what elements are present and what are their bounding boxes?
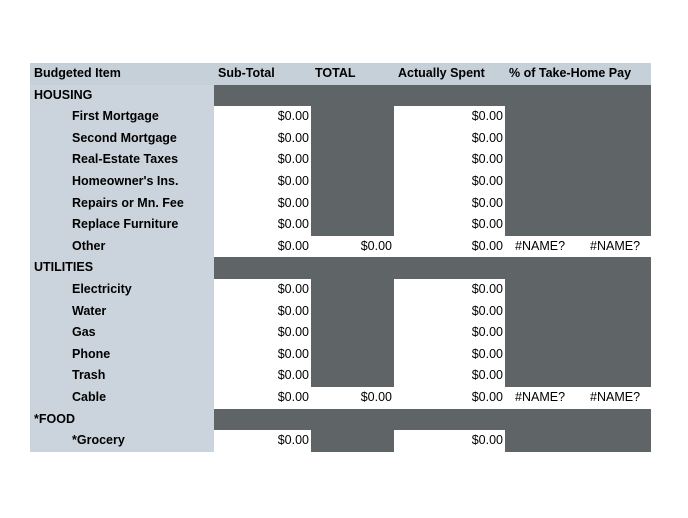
item-label[interactable]: Repairs or Mn. Fee: [30, 193, 214, 215]
item-label[interactable]: Gas: [30, 322, 214, 344]
total-cell[interactable]: [311, 106, 394, 128]
pct-cell[interactable]: [505, 344, 578, 366]
subtotal-cell[interactable]: $0.00: [214, 128, 311, 150]
actual-cell[interactable]: $0.00: [394, 387, 505, 409]
pct-cell[interactable]: [578, 322, 651, 344]
pct-cell[interactable]: [578, 279, 651, 301]
table-row: [30, 322, 651, 344]
total-cell[interactable]: [311, 128, 394, 150]
actual-cell[interactable]: $0.00: [394, 106, 505, 128]
subtotal-cell[interactable]: $0.00: [214, 344, 311, 366]
subtotal-cell[interactable]: $0.00: [214, 322, 311, 344]
pct-cell[interactable]: [505, 365, 578, 387]
actual-cell[interactable]: $0.00: [394, 430, 505, 452]
item-label[interactable]: Phone: [30, 344, 214, 366]
pct-cell[interactable]: [505, 430, 578, 452]
table-row: [30, 106, 651, 128]
total-cell[interactable]: [311, 171, 394, 193]
header-sub-total[interactable]: Sub-Total: [214, 63, 311, 85]
item-label[interactable]: *Grocery: [30, 430, 214, 452]
subtotal-cell[interactable]: $0.00: [214, 430, 311, 452]
pct-cell[interactable]: [578, 214, 651, 236]
item-label[interactable]: Second Mortgage: [30, 128, 214, 150]
header-row: [30, 63, 651, 85]
pct-cell[interactable]: [578, 193, 651, 215]
item-label[interactable]: Homeowner's Ins.: [30, 171, 214, 193]
total-cell[interactable]: [311, 344, 394, 366]
table-row: [30, 128, 651, 150]
actual-cell[interactable]: $0.00: [394, 279, 505, 301]
actual-cell[interactable]: $0.00: [394, 128, 505, 150]
subtotal-cell[interactable]: $0.00: [214, 193, 311, 215]
pct-cell[interactable]: [505, 301, 578, 323]
category-row-housing: [30, 85, 651, 107]
actual-cell[interactable]: $0.00: [394, 171, 505, 193]
item-label[interactable]: Trash: [30, 365, 214, 387]
item-label[interactable]: Other: [30, 236, 214, 258]
table-row: [30, 430, 651, 452]
item-label[interactable]: First Mortgage: [30, 106, 214, 128]
actual-cell[interactable]: $0.00: [394, 365, 505, 387]
pct-cell[interactable]: [505, 214, 578, 236]
pct-cell[interactable]: [578, 149, 651, 171]
subtotal-cell[interactable]: $0.00: [214, 214, 311, 236]
category-row-food: [30, 409, 651, 431]
subtotal-cell[interactable]: $0.00: [214, 149, 311, 171]
category-label-food[interactable]: *FOOD: [30, 409, 214, 431]
pct-cell[interactable]: #NAME?: [505, 387, 578, 409]
budget-spreadsheet: [30, 63, 651, 452]
table-row: [30, 149, 651, 171]
actual-cell[interactable]: $0.00: [394, 193, 505, 215]
table-row: [30, 214, 651, 236]
item-label[interactable]: Water: [30, 301, 214, 323]
actual-cell[interactable]: $0.00: [394, 214, 505, 236]
subtotal-cell[interactable]: $0.00: [214, 365, 311, 387]
header-total[interactable]: TOTAL: [311, 63, 394, 85]
pct-cell[interactable]: [505, 149, 578, 171]
pct-cell[interactable]: #NAME?: [505, 236, 578, 258]
total-cell[interactable]: [311, 322, 394, 344]
pct-cell[interactable]: [505, 128, 578, 150]
pct-cell[interactable]: [505, 322, 578, 344]
category-label-housing[interactable]: HOUSING: [30, 85, 214, 107]
pct-cell[interactable]: [578, 344, 651, 366]
item-label[interactable]: Cable: [30, 387, 214, 409]
category-band: [214, 409, 651, 431]
total-cell[interactable]: [311, 365, 394, 387]
subtotal-cell[interactable]: $0.00: [214, 171, 311, 193]
header-actually-spent[interactable]: Actually Spent: [394, 63, 505, 85]
header-budgeted-item[interactable]: Budgeted Item: [30, 63, 214, 85]
total-cell[interactable]: [311, 193, 394, 215]
table-row: [30, 365, 651, 387]
actual-cell[interactable]: $0.00: [394, 236, 505, 258]
actual-cell[interactable]: $0.00: [394, 344, 505, 366]
pct-cell[interactable]: [505, 279, 578, 301]
pct-cell[interactable]: [505, 193, 578, 215]
table-row: [30, 279, 651, 301]
table-row-total: [30, 236, 651, 258]
total-cell[interactable]: $0.00: [311, 236, 394, 258]
category-row-utilities: [30, 257, 651, 279]
item-label[interactable]: Electricity: [30, 279, 214, 301]
subtotal-cell[interactable]: $0.00: [214, 387, 311, 409]
pct-cell[interactable]: [578, 301, 651, 323]
pct-cell[interactable]: [505, 171, 578, 193]
pct-cell[interactable]: [578, 430, 651, 452]
subtotal-cell[interactable]: $0.00: [214, 301, 311, 323]
table-row-total: [30, 387, 651, 409]
pct-cell[interactable]: [578, 106, 651, 128]
category-band: [214, 257, 651, 279]
category-band: [214, 85, 651, 107]
item-label[interactable]: Real-Estate Taxes: [30, 149, 214, 171]
total-cell[interactable]: [311, 149, 394, 171]
actual-cell[interactable]: $0.00: [394, 301, 505, 323]
actual-cell[interactable]: $0.00: [394, 149, 505, 171]
pct-cell[interactable]: [505, 106, 578, 128]
total-cell[interactable]: $0.00: [311, 387, 394, 409]
pct-cell[interactable]: [578, 171, 651, 193]
header-pct-take-home[interactable]: % of Take-Home Pay: [505, 63, 651, 85]
table-row: [30, 344, 651, 366]
total-cell[interactable]: [311, 301, 394, 323]
table-row: [30, 193, 651, 215]
actual-cell[interactable]: $0.00: [394, 322, 505, 344]
total-cell[interactable]: [311, 214, 394, 236]
pct-cell[interactable]: [578, 128, 651, 150]
subtotal-cell[interactable]: $0.00: [214, 279, 311, 301]
pct-cell[interactable]: #NAME?: [578, 387, 651, 409]
category-label-utilities[interactable]: UTILITIES: [30, 257, 214, 279]
subtotal-cell[interactable]: $0.00: [214, 106, 311, 128]
pct-cell[interactable]: [578, 365, 651, 387]
table-row: [30, 301, 651, 323]
subtotal-cell[interactable]: $0.00: [214, 236, 311, 258]
total-cell[interactable]: [311, 430, 394, 452]
item-label[interactable]: Replace Furniture: [30, 214, 214, 236]
table-row: [30, 171, 651, 193]
total-cell[interactable]: [311, 279, 394, 301]
pct-cell[interactable]: #NAME?: [578, 236, 651, 258]
